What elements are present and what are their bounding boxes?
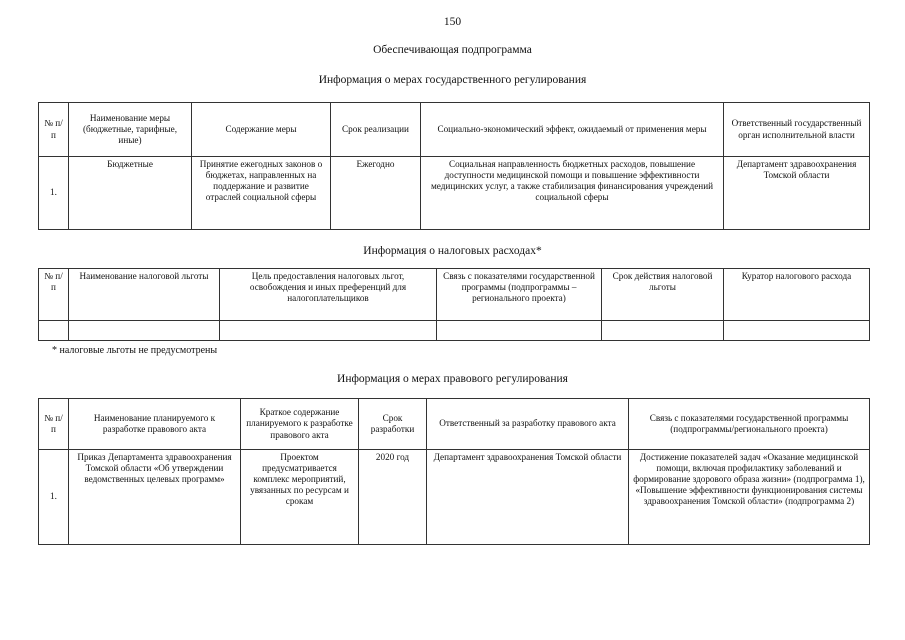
footnote: * налоговые льготы не предусмотрены [52, 345, 218, 356]
table-cell: Бюджетные [69, 157, 192, 230]
table-cell: Принятие ежегодных законов о бюджетах, направленных на поддержание и развитие отраслей социальной сферы [192, 157, 331, 230]
section-title-legal-regulation: Информация о мерах правового регулирования [337, 373, 568, 385]
table-cell: 1. [39, 157, 69, 230]
header-cell: Куратор налогового расхода [724, 269, 870, 321]
header-cell: Срок действия налоговой льготы [602, 269, 724, 321]
subprogram-title: Обеспечивающая подпрограмма [373, 44, 532, 56]
tax-expenditures-table [38, 268, 870, 341]
table-cell [69, 321, 220, 341]
table-row [39, 321, 870, 341]
table-cell [602, 321, 724, 341]
table-cell [437, 321, 602, 341]
section-title-tax-expenditures: Информация о налоговых расходах* [363, 245, 542, 257]
table-cell: Приказ Департамента здравоохранения Томской области «Об утверждении ведомственных целевых программ» [69, 450, 241, 545]
table-header-row [39, 269, 870, 321]
table-cell: Достижение показателей задач «Оказание медицинской помощи, включая профилактику заболеваний и формирование здорового образа жизни» (подпрограмма 1), «Повышение эффективности функционирования системы здравоохранения Томской области» (подпрограмма 2) [629, 450, 870, 545]
table-header-row [39, 399, 870, 450]
header-cell: Ответственный государственный орган исполнительной власти [724, 103, 870, 157]
header-cell: Наименование планируемого к разработке правового акта [69, 399, 241, 450]
table-cell: Социальная направленность бюджетных расходов, повышение доступности медицинской помощи и повышение эффективности медицинских услуг, а также стабилизация финансирования учреждений социальной сферы [421, 157, 724, 230]
header-cell: № п/п [39, 399, 69, 450]
header-cell: Срок разработки [359, 399, 427, 450]
table-row [39, 157, 870, 230]
table-cell [39, 321, 69, 341]
header-cell: Срок реализации [331, 103, 421, 157]
header-cell: Ответственный за разработку правового акта [427, 399, 629, 450]
header-cell: Краткое содержание планируемого к разработке правового акта [241, 399, 359, 450]
table-cell: Ежегодно [331, 157, 421, 230]
table-cell: Проектом предусматривается комплекс мероприятий, увязанных по ресурсам и срокам [241, 450, 359, 545]
table-cell: 2020 год [359, 450, 427, 545]
header-cell: Наименование налоговой льготы [69, 269, 220, 321]
legal-regulation-table [38, 398, 870, 545]
table-header-row [39, 103, 870, 157]
header-cell: Содержание меры [192, 103, 331, 157]
header-cell: Цель предоставления налоговых льгот, освобождения и иных преференций для налогоплательщиков [220, 269, 437, 321]
table-cell: 1. [39, 450, 69, 545]
header-cell: Наименование меры (бюджетные, тарифные, иные) [69, 103, 192, 157]
header-cell: Связь с показателями государственной программы (подпрограммы – регионального проекта) [437, 269, 602, 321]
table-cell: Департамент здравоохранения Томской области [427, 450, 629, 545]
table-row [39, 450, 870, 545]
header-cell: Связь с показателями государственной программы (подпрограммы/регионального проекта) [629, 399, 870, 450]
page-number: 150 [443, 16, 462, 28]
header-cell: № п/п [39, 269, 69, 321]
header-cell: № п/п [39, 103, 69, 157]
section-title-state-regulation: Информация о мерах государственного регулирования [318, 74, 587, 86]
state-regulation-table [38, 102, 870, 230]
header-cell: Социально-экономический эффект, ожидаемый от применения меры [421, 103, 724, 157]
table-cell [220, 321, 437, 341]
table-cell: Департамент здравоохранения Томской области [724, 157, 870, 230]
table-cell [724, 321, 870, 341]
